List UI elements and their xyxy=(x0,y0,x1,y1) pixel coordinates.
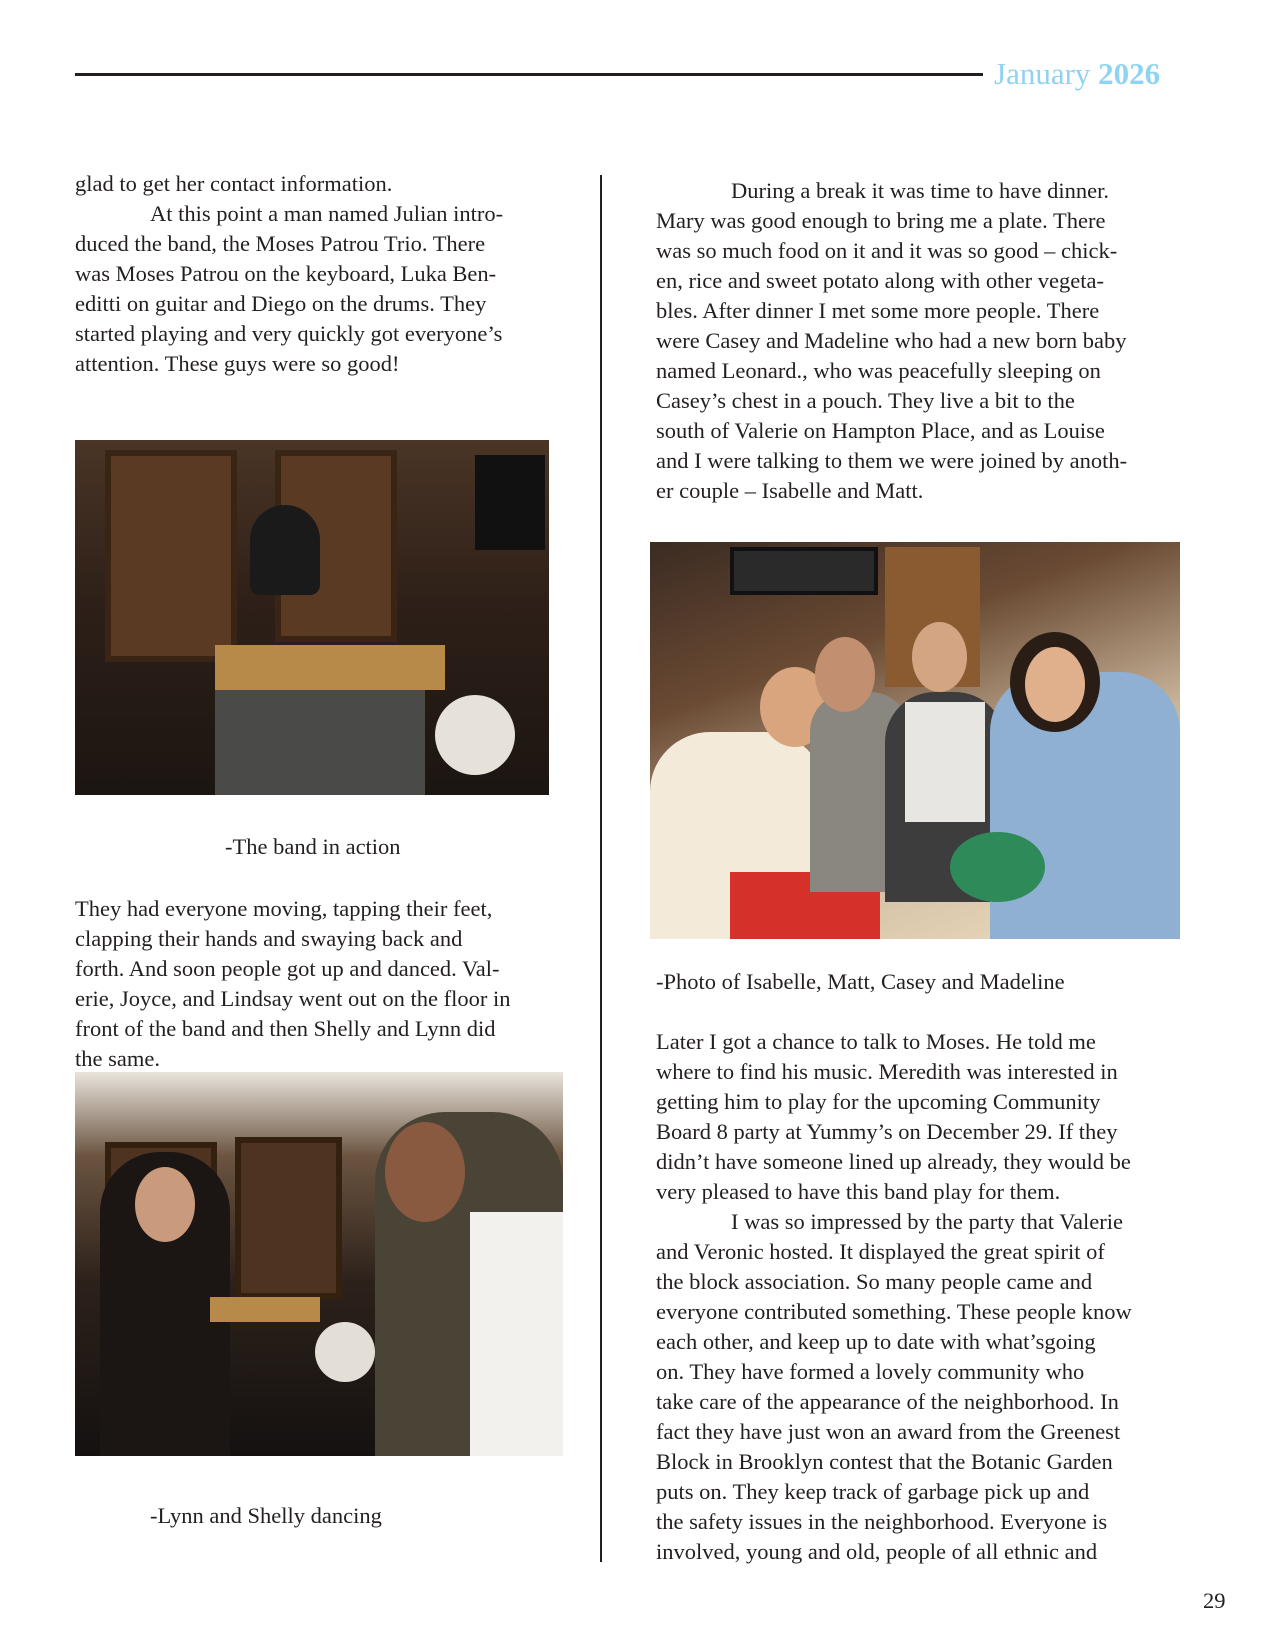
text-line: was Moses Patrou on the keyboard, Luka Ben- xyxy=(75,261,497,286)
photo-tv xyxy=(475,455,545,550)
text-line: everyone contributed something. These people know xyxy=(656,1299,1132,1324)
photo-keyboard-stand xyxy=(215,690,425,795)
text-line: editti on guitar and Diego on the drums. They xyxy=(75,291,487,316)
text-line: bles. After dinner I met some more people. There xyxy=(656,298,1100,323)
photo-white-blouse xyxy=(470,1212,563,1456)
photo-face xyxy=(385,1122,465,1222)
text-line: Mary was good enough to bring me a plate. There xyxy=(656,208,1106,233)
text-line: fact they have just won an award from the Greenest xyxy=(656,1419,1121,1444)
photo-drum xyxy=(315,1322,375,1382)
photo-face xyxy=(815,637,875,712)
text-line: getting him to play for the upcoming Community xyxy=(656,1089,1101,1114)
text-line: the same. xyxy=(75,1046,160,1071)
text-line: the block association. So many people came and xyxy=(656,1269,1093,1294)
right-text-block-1 xyxy=(656,176,1127,506)
text-line: glad to get her contact information. xyxy=(75,171,393,196)
photo-keyboard xyxy=(215,645,445,690)
page-number: 29 xyxy=(1203,1588,1226,1613)
left-text-block-1 xyxy=(75,169,503,379)
photo-face xyxy=(1025,647,1085,722)
photo-isabelle-matt-casey-madeline xyxy=(650,542,1180,939)
text-line: erie, Joyce, and Lindsay went out on the floor in xyxy=(75,986,511,1011)
photo-musician xyxy=(250,505,320,595)
text-line: and I were talking to them we were joined by anoth- xyxy=(656,448,1128,473)
photo-drum xyxy=(435,695,515,775)
text-line: During a break it was time to have dinner. xyxy=(731,178,1110,203)
text-line: I was so impressed by the party that Valerie xyxy=(731,1209,1123,1234)
text-line: Board 8 party at Yummy’s on December 29. If they xyxy=(656,1119,1118,1144)
photo-door xyxy=(105,450,237,662)
text-line: on. They have formed a lovely community who xyxy=(656,1359,1085,1384)
text-line: each other, and keep up to date with what’sgoing xyxy=(656,1329,1096,1354)
header-rule xyxy=(75,73,983,76)
text-line: didn’t have someone lined up already, they would be xyxy=(656,1149,1131,1174)
text-line: puts on. They keep track of garbage pick up and xyxy=(656,1479,1090,1504)
caption-band-in-action: -The band in action xyxy=(225,834,401,859)
issue-date xyxy=(994,56,1160,92)
text-line: named Leonard., who was peacefully sleeping on xyxy=(656,358,1101,383)
right-text-block-2 xyxy=(656,1027,1132,1567)
text-line: forth. And soon people got up and danced. Val- xyxy=(75,956,500,981)
issue-month: January xyxy=(994,56,1091,91)
photo-plate xyxy=(950,832,1045,902)
photo-band-in-action xyxy=(75,440,549,795)
text-line: south of Valerie on Hampton Place, and as Louise xyxy=(656,418,1105,443)
text-line: At this point a man named Julian intro- xyxy=(150,201,504,226)
photo-face xyxy=(912,622,967,692)
text-line: started playing and very quickly got everyone’s xyxy=(75,321,503,346)
text-line: Block in Brooklyn contest that the Botanic Garden xyxy=(656,1449,1113,1474)
text-line: very pleased to have this band play for them. xyxy=(656,1179,1061,1204)
text-line: were Casey and Madeline who had a new born baby xyxy=(656,328,1127,353)
text-line: take care of the appearance of the neighborhood. In xyxy=(656,1389,1119,1414)
text-line: where to find his music. Meredith was interested in xyxy=(656,1059,1118,1084)
text-line: er couple – Isabelle and Matt. xyxy=(656,478,924,503)
caption-lynn-and-shelly: -Lynn and Shelly dancing xyxy=(150,1503,382,1528)
text-line: They had everyone moving, tapping their feet, xyxy=(75,896,493,921)
text-line: involved, young and old, people of all ethnic and xyxy=(656,1539,1098,1564)
text-line: en, rice and sweet potato along with other vegeta- xyxy=(656,268,1104,293)
photo-framed-picture xyxy=(730,547,878,595)
text-line: the safety issues in the neighborhood. Everyone is xyxy=(656,1509,1108,1534)
text-line: and Veronic hosted. It displayed the great spirit of xyxy=(656,1239,1105,1264)
text-line: Casey’s chest in a pouch. They live a bit to the xyxy=(656,388,1075,413)
photo-face xyxy=(135,1167,195,1242)
text-line: duced the band, the Moses Patrou Trio. There xyxy=(75,231,486,256)
photo-lynn-and-shelly-dancing xyxy=(75,1072,563,1456)
issue-year: 2026 xyxy=(1098,56,1161,91)
text-line: front of the band and then Shelly and Lynn did xyxy=(75,1016,496,1041)
text-line: Later I got a chance to talk to Moses. He told me xyxy=(656,1029,1096,1054)
photo-door xyxy=(235,1137,342,1299)
text-line: clapping their hands and swaying back and xyxy=(75,926,463,951)
column-divider xyxy=(600,175,602,1562)
text-line: was so much food on it and it was so good – chick- xyxy=(656,238,1118,263)
photo-keyboard xyxy=(210,1297,320,1322)
caption-isabelle-matt-casey-madeline: -Photo of Isabelle, Matt, Casey and Madeline xyxy=(656,969,1065,994)
photo-baby-pouch xyxy=(905,702,985,822)
text-line: attention. These guys were so good! xyxy=(75,351,400,376)
left-text-block-2 xyxy=(75,894,511,1074)
